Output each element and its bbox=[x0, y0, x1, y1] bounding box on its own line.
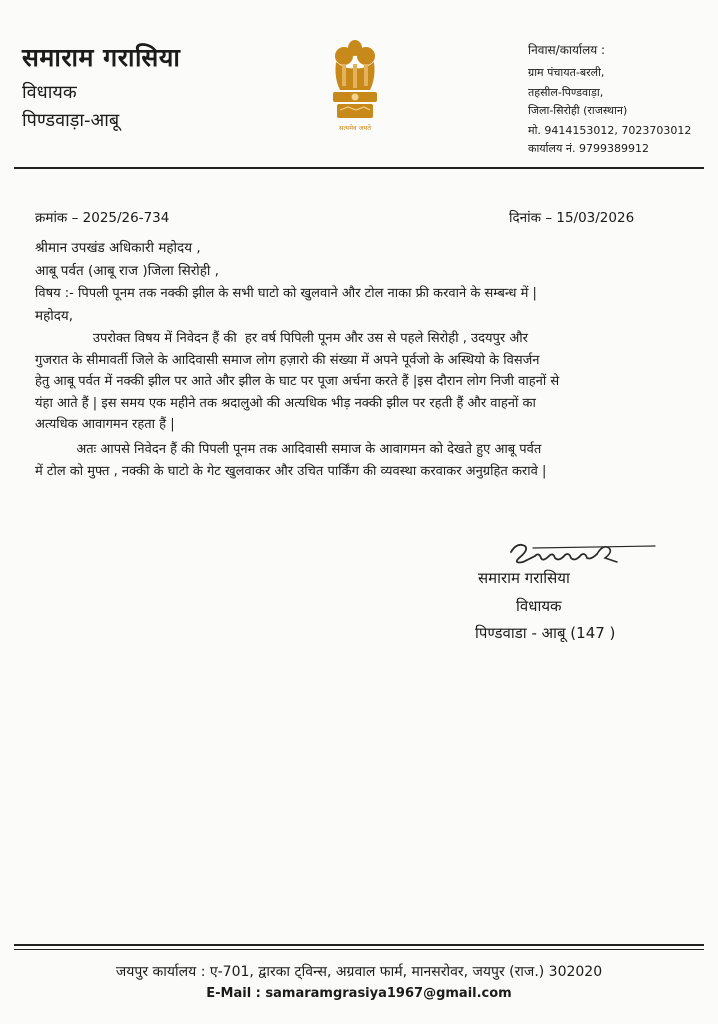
footer-email: E-Mail : samaramgrasiya1967@gmail.com bbox=[206, 986, 512, 1001]
address-line: तहसील-पिण्डवाड़ा, bbox=[528, 86, 604, 99]
body-paragraph-1 bbox=[35, 328, 645, 436]
address-line: निवास/कार्यालय : bbox=[528, 43, 606, 57]
body-line: अत्यधिक आवागमन रहता हैं | bbox=[35, 417, 175, 432]
body-line: उपरोक्त विषय में निवेदन हैं की हर वर्ष पिपिली पूनम और उस से पहले सिरोही , उदयपुर और bbox=[35, 331, 528, 346]
body-line: हेतु आबू पर्वत में नक्की झील पर आते और झील के घाट पर पूजा अर्चना करते हैं |इस दौरान लोग निजी वाहनों से bbox=[35, 374, 560, 389]
address-phone: मो. 9414153012, 7023703012 bbox=[528, 124, 692, 137]
signatory-designation: विधायक bbox=[516, 597, 562, 615]
body-line: यंहा आते हैं | इस समय एक महीने तक श्रदालुओ की अत्यधिक भीड़ नक्की झील पर रहती हैं और वाहनों का bbox=[35, 395, 536, 411]
address-line: ग्राम पंचायत-बरली, bbox=[528, 66, 605, 79]
mla-name: समाराम गरासिया bbox=[22, 43, 181, 72]
mla-designation: विधायक bbox=[22, 82, 77, 103]
address-line: जिला-सिरोही (राजस्थान) bbox=[528, 104, 628, 117]
signatory-name: समाराम गरासिया bbox=[478, 569, 570, 587]
letter-date: दिनांक – 15/03/2026 bbox=[509, 210, 635, 226]
address-office-phone: कार्यालय नं. 9799389912 bbox=[528, 142, 649, 155]
body-line: में टोल को मुफ्त , नक्की के घाटो के गेट खुलवाकर और उचित पार्किंग की व्यवस्था करवाकर अनुग्रहित करावे | bbox=[35, 463, 547, 479]
mla-constituency: पिण्डवाड़ा-आबू bbox=[22, 110, 120, 131]
ashoka-emblem-icon bbox=[324, 34, 386, 134]
header-divider bbox=[14, 167, 704, 169]
addressee-title: श्रीमान उपखंड अधिकारी महोदय , bbox=[35, 240, 201, 256]
body-line: अतः आपसे निवेदन हैं की पिपली पूनम तक आदिवासी समाज के आवागमन को देखते हुए आबू पर्वत bbox=[35, 442, 542, 457]
salutation: महोदय, bbox=[35, 308, 74, 324]
signatory-constituency: पिण्डवाडा - आबू (147 ) bbox=[475, 624, 616, 642]
subject-line: विषय :- पिपली पूनम तक नक्की झील के सभी घाटो को खुलवाने और टोल नाका फ्री करवाने के सम्बन्ध में | bbox=[35, 286, 537, 301]
footer-divider bbox=[14, 944, 704, 946]
emblem-motto: सत्यमेव जयते bbox=[339, 124, 371, 132]
footer-office-address: जयपुर कार्यालय : ए-701, द्वारका ट्विन्स, अग्रवाल फार्म, मानसरोवर, जयपुर (राज.) 302020 bbox=[115, 964, 603, 980]
addressee-location: आबू पर्वत (आबू राज )जिला सिरोही , bbox=[35, 263, 219, 279]
footer-divider-thin bbox=[14, 949, 704, 950]
body-paragraph-2 bbox=[35, 439, 645, 482]
reference-number: क्रमांक – 2025/26-734 bbox=[35, 210, 170, 226]
body-line: गुजरात के सीमावर्ती जिले के आदिवासी समाज लोग हज़ारो की संख्या में अपने पूर्वजो के अस्थियो के विसर्जन bbox=[35, 352, 540, 368]
